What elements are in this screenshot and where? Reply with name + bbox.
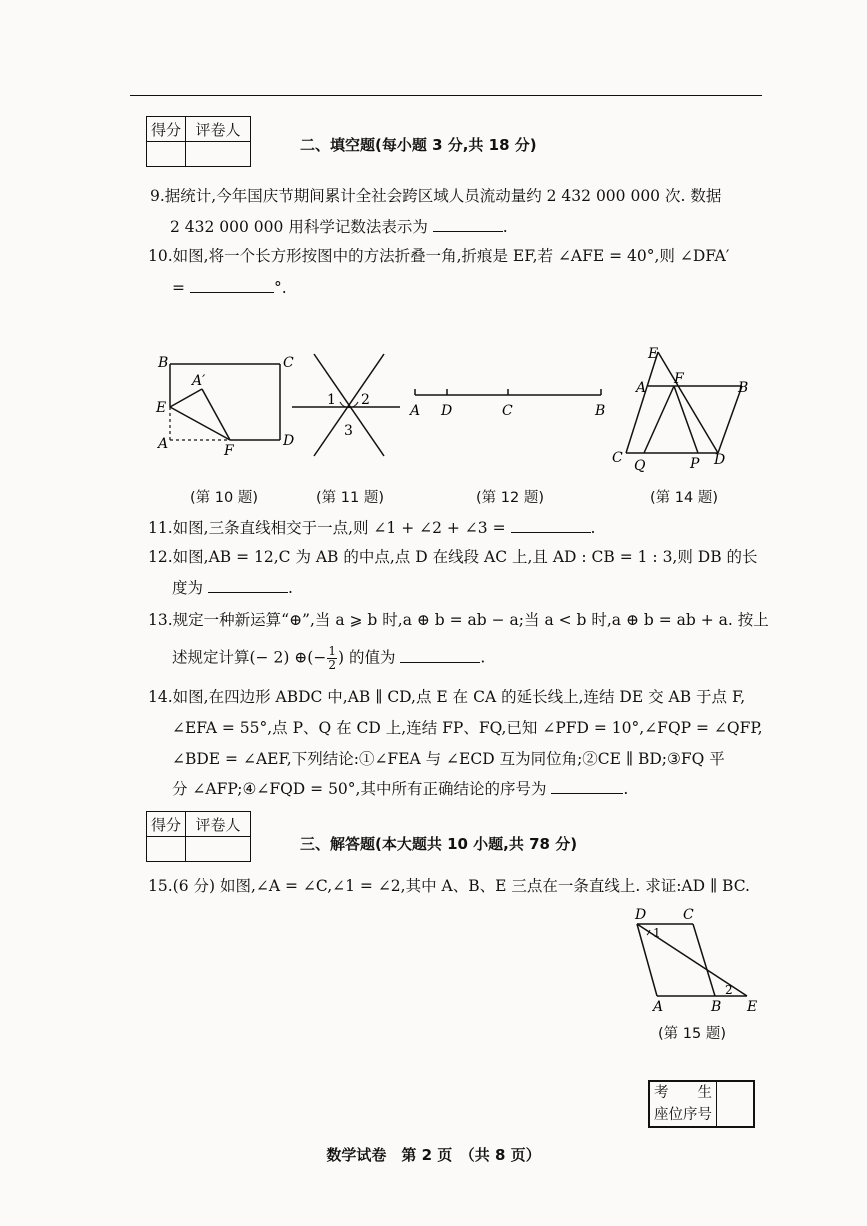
caption-fig10: (第 10 题) xyxy=(190,490,258,506)
q12-end: . xyxy=(287,579,293,597)
fig11-angle-3: 3 xyxy=(344,423,353,439)
grader-label: 评卷人 xyxy=(186,812,251,837)
q13-text2b: ) 的值为 xyxy=(337,648,396,667)
q10-end: °. xyxy=(273,279,287,297)
fig10-label-A: A xyxy=(158,436,169,452)
fig15-label-A: A xyxy=(653,999,664,1015)
q10-equals: = xyxy=(172,279,185,297)
q11-end: . xyxy=(590,519,596,537)
fig15-angle-1: 1 xyxy=(653,926,661,940)
q12-text2: 度为 xyxy=(172,579,204,597)
q12-line2 xyxy=(172,578,293,598)
section3-title: 三、解答题(本大题共 10 小题,共 78 分) xyxy=(300,835,578,853)
figure-12 xyxy=(405,385,610,425)
caption-fig14: (第 14 题) xyxy=(650,490,718,506)
fig10-label-A-prime: A′ xyxy=(192,373,206,389)
q13-frac-den: 2 xyxy=(328,658,336,672)
fig11-angle-2: 2 xyxy=(361,392,370,408)
q10-answer-blank[interactable] xyxy=(190,278,274,293)
fig14-label-Q: Q xyxy=(634,458,646,474)
q13-fraction xyxy=(327,645,337,672)
fig12-label-A: A xyxy=(410,403,421,419)
q9-line1: 9.据统计,今年国庆节期间累计全社会跨区域人员流动量约 2 432 000 000 次. 数据 xyxy=(150,187,722,205)
fig14-label-D: D xyxy=(714,452,726,468)
q9-text2: 2 432 000 000 用科学记数法表示为 xyxy=(170,218,428,236)
fig15-label-C: C xyxy=(683,907,694,923)
q14-line1: 14.如图,在四边形 ABDC 中,AB ∥ CD,点 E 在 CA 的延长线上,连结 DE 交 AB 于点 F, xyxy=(148,688,746,706)
score-cell[interactable] xyxy=(147,837,186,862)
page-footer: 数学试卷 第 2 页 （共 8 页） xyxy=(326,1146,541,1164)
fig15-label-E: E xyxy=(747,999,758,1015)
q13-line1: 13.规定一种新运算“⊕”,当 a ⩾ b 时,a ⊕ b = ab − a;当 a < b 时,a ⊕ b = ab + a. 按上 xyxy=(148,611,769,629)
q13-end: . xyxy=(480,648,486,667)
q12-answer-blank[interactable] xyxy=(208,578,288,593)
fig10-label-C: C xyxy=(283,355,294,371)
fig10-label-D: D xyxy=(283,433,295,449)
fig15-label-D: D xyxy=(635,907,647,923)
fig11-angle-1: 1 xyxy=(327,392,336,408)
figure-11 xyxy=(288,350,403,460)
q10-line2 xyxy=(172,278,287,298)
fig12-label-B: B xyxy=(595,403,606,419)
fig10-label-B: B xyxy=(158,355,169,371)
seat-number-cell[interactable] xyxy=(717,1081,755,1127)
fig12-label-D: D xyxy=(441,403,453,419)
grader-label: 评卷人 xyxy=(186,117,251,142)
q9-end: . xyxy=(502,218,508,236)
fig14-label-A: A xyxy=(636,380,647,396)
q9-line2 xyxy=(170,217,508,237)
q14-answer-blank[interactable] xyxy=(551,779,623,794)
q14-line2: ∠EFA = 55°,点 P、Q 在 CD 上,连结 FP、FQ,已知 ∠PFD = 10°,∠FQP = ∠QFP, xyxy=(172,719,763,737)
fig14-label-C: C xyxy=(612,450,623,466)
figure-10 xyxy=(150,345,300,460)
fig15-angle-2: 2 xyxy=(725,983,733,997)
fig14-label-B: B xyxy=(738,380,749,396)
score-cell[interactable] xyxy=(147,142,186,167)
score-box-section3 xyxy=(146,811,251,862)
q13-frac-num: 1 xyxy=(328,644,336,658)
fig14-label-P: P xyxy=(690,456,700,472)
grader-cell[interactable] xyxy=(186,837,251,862)
q11-answer-blank[interactable] xyxy=(511,518,591,533)
caption-fig12: (第 12 题) xyxy=(476,490,544,506)
q14-text4: 分 ∠AFP;④∠FQD = 50°,其中所有正确结论的序号为 xyxy=(172,780,547,798)
caption-fig15: (第 15 题) xyxy=(658,1026,726,1042)
q13-line2 xyxy=(172,645,485,672)
fig10-label-F: F xyxy=(224,443,234,459)
seat-label-line1: 考 生 xyxy=(654,1085,712,1101)
q10-line1: 10.如图,将一个长方形按图中的方法折叠一角,折痕是 EF,若 ∠AFE = 40°,则 ∠DFA′ xyxy=(148,247,730,265)
section2-title: 二、填空题(每小题 3 分,共 18 分) xyxy=(300,136,537,154)
seat-label-line2: 座位序号 xyxy=(654,1107,712,1123)
fig15-label-B: B xyxy=(711,999,722,1015)
q13-answer-blank[interactable] xyxy=(400,648,480,663)
q14-line3: ∠BDE = ∠AEF,下列结论:①∠FEA 与 ∠ECD 互为同位角;②CE ∥ BD;③FQ 平 xyxy=(172,750,725,768)
caption-fig11: (第 11 题) xyxy=(316,490,384,506)
fig10-label-E: E xyxy=(156,400,167,416)
score-box-section2 xyxy=(146,116,251,167)
q14-end: . xyxy=(623,780,629,798)
q11 xyxy=(148,518,595,538)
q15: 15.(6 分) 如图,∠A = ∠C,∠1 = ∠2,其中 A、B、E 三点在一条直线上. 求证:AD ∥ BC. xyxy=(148,877,750,895)
score-label: 得分 xyxy=(147,812,186,837)
q14-line4 xyxy=(172,779,628,799)
fig14-label-E: E xyxy=(648,346,659,362)
score-label: 得分 xyxy=(147,117,186,142)
q9-answer-blank[interactable] xyxy=(433,217,503,232)
figure-14 xyxy=(608,340,758,475)
q13-text2a: 述规定计算(− 2) ⊕(− xyxy=(172,648,327,667)
seat-number-box xyxy=(648,1080,755,1128)
fig14-label-F: F xyxy=(674,371,684,387)
q12-line1: 12.如图,AB = 12,C 为 AB 的中点,点 D 在线段 AC 上,且 AD : CB = 1 : 3,则 DB 的长 xyxy=(148,548,758,566)
grader-cell[interactable] xyxy=(186,142,251,167)
seat-label xyxy=(649,1081,717,1127)
top-rule xyxy=(130,95,762,96)
figure-15 xyxy=(625,903,760,1015)
fig12-label-C: C xyxy=(502,403,513,419)
q11-text: 11.如图,三条直线相交于一点,则 ∠1 + ∠2 + ∠3 = xyxy=(148,519,506,537)
